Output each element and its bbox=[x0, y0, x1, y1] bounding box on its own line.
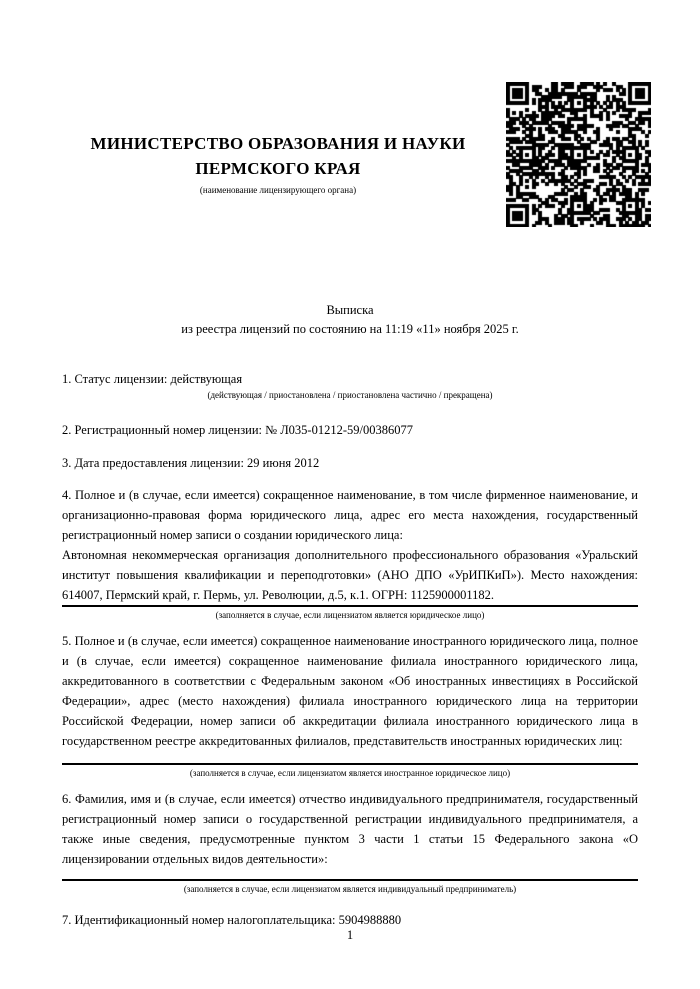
license-status: 1. Статус лицензии: действующая bbox=[62, 372, 243, 386]
foreign-entity-heading: 5. Полное и (в случае, если имеется) сокращенное наименование иностранного юридического лица, полное и (в случае, если имеется) сокращенное наименование филиала иностранного юридического лица, аккредитованного в соответствии с Федеральным законом «Об иностранных инвестициях в Российской Федерации», адрес (место нахождения) филиала иностранного юридического лица на территории Российской Федерации, номер записи об аккредитации филиала иностранного юридического лица в государственном реестре аккредитованных филиалов, представительств иностранных юридических лиц: bbox=[62, 634, 638, 748]
document-title-line1: Выписка bbox=[326, 303, 374, 317]
document-title-line2: из реестра лицензий по состоянию на 11:19 «11» ноября 2025 г. bbox=[181, 322, 519, 336]
ministry-name-line1: МИНИСТЕРСТВО ОБРАЗОВАНИЯ И НАУКИ bbox=[90, 134, 466, 153]
document-body bbox=[62, 301, 638, 928]
page-number: 1 bbox=[346, 928, 354, 942]
grant-date: 3. Дата предоставления лицензии: 29 июня 2012 bbox=[62, 456, 320, 470]
legal-entity-value: Автономная некоммерческая организация дополнительного профессионального образования «Уральский институт повышения квалификации и переподготовки» (АНО ДПО «УрИПКиП»). Место нахождения: 614007, Пермский край, г. Пермь, ул. Революции, д.5, к.1. ОГРН: 1125900001182. bbox=[62, 548, 638, 602]
ministry-caption: (наименование лицензирующего органа) bbox=[199, 185, 357, 195]
qr-code-icon bbox=[506, 82, 651, 227]
foreign-entity-caption: (заполняется в случае, если лицензиатом является иностранное юридическое лицо) bbox=[189, 768, 511, 778]
legal-entity-caption: (заполняется в случае, если лицензиатом является юридическое лицо) bbox=[215, 610, 485, 620]
individual-entrepreneur-heading: 6. Фамилия, имя и (в случае, если имеется) отчество индивидуального предпринимателя, государственный регистрационный номер записи о государственной регистрации индивидуального предпринимателя, а также иные сведения, предусмотренные пунктом 3 части 1 статьи 15 Федерального закона «О лицензировании отдельных видов деятельности»: bbox=[62, 792, 638, 866]
license-status-options: (действующая / приостановлена / приостановлена частично / прекращена) bbox=[207, 390, 493, 400]
individual-entrepreneur-divider bbox=[62, 879, 638, 881]
registration-number: 2. Регистрационный номер лицензии: № Л035-01212-59/00386077 bbox=[62, 423, 413, 437]
legal-entity-heading: 4. Полное и (в случае, если имеется) сокращенное наименование, в том числе фирменное наименование, и организационно-правовая форма юридического лица, адрес его места нахождения, государственный регистрационный номер записи о создании юридического лица: bbox=[62, 488, 638, 542]
taxpayer-id: 7. Идентификационный номер налогоплательщика: 5904988880 bbox=[62, 913, 402, 927]
licensing-authority-header bbox=[58, 131, 498, 196]
ministry-name-line2: ПЕРМСКОГО КРАЯ bbox=[195, 159, 361, 178]
legal-entity-divider bbox=[62, 605, 638, 607]
document-title bbox=[62, 301, 638, 339]
foreign-entity-divider bbox=[62, 763, 638, 765]
ministry-name bbox=[58, 131, 498, 181]
individual-entrepreneur-caption: (заполняется в случае, если лицензиатом является индивидуальный предприниматель) bbox=[183, 884, 517, 894]
